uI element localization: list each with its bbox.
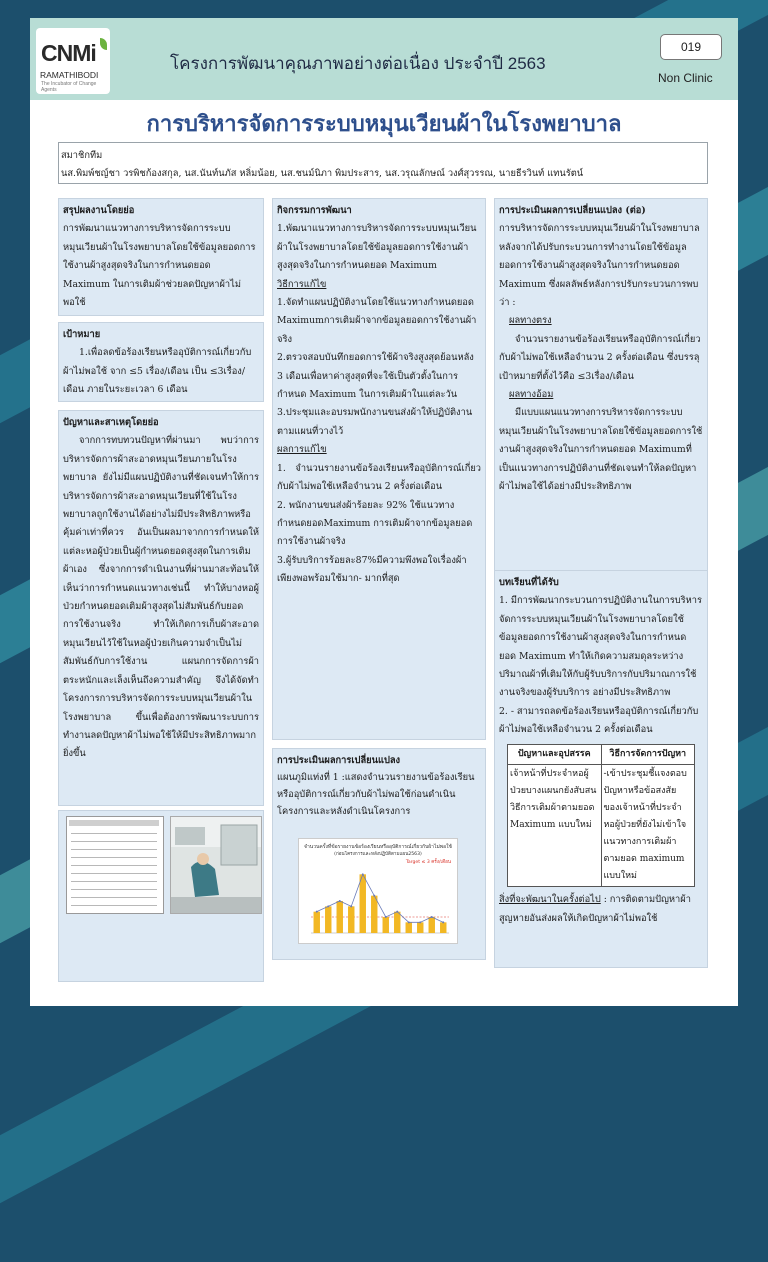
logo-text: CNMi <box>41 40 96 66</box>
chart-bar <box>325 906 331 933</box>
method-heading: วิธีการแก้ไข <box>277 278 327 290</box>
problem-box <box>58 410 264 806</box>
chart-svg <box>299 839 457 943</box>
activities-heading: กิจกรรมการพัฒนา <box>277 205 352 216</box>
table-cell: -เข้าประชุมชี้แจงตอบปัญหาหรือข้อสงสัยของเจ้าหน้าที่ประจำหอผู้ป่วยที่ยังไม่เข้าใจแนวทางการเติมผ้าตามยอด maximum แบบใหม่ <box>601 764 695 887</box>
summary-box <box>58 198 264 316</box>
trend-point <box>373 895 375 897</box>
chart-bar <box>429 917 435 933</box>
members-names: นส.พิมพ์ชญ์ชา วรพิชก้องสกุล, นส.นันท์นภัส หลิ่มน้อย, นส.ชนม์นิภา พิมประสาร, นส.วรุณลักษณ์ วงศ์สุวรรณ, นายธีรวินท์ แทนรัตน์ <box>61 168 584 179</box>
chart-bar <box>417 922 423 933</box>
chart-bars <box>311 873 449 933</box>
indirect-body: มีแบบแผนแนวทางการบริหารจัดการระบบหมุนเวียนผ้าในโรงพยาบาลโดยใช้ข้อมูลยอดการใช้งานผ้าสูงสุดจริงในการกำหนดยอด Maximumที่เป็นแนวทางการปฏิบัติงานที่ชัดเจนทำให้ลดปัญหาผ้าไม่พอใช้ได้อย่างมีประสิทธิภาพ <box>499 407 703 493</box>
lesson-item: 2. - สามารถลดข้อร้องเรียนหรืออุบัติการณ์เกี่ยวกับผ้าไม่พอใช้เหลือจำนวน 2 ครั้งต่อเดือน <box>499 705 699 736</box>
chart-bar <box>337 901 343 933</box>
result-item: 1. จำนวนรายงานข้อร้องเรียนหรืออุบัติการณ์เกี่ยวกับผ้าไม่พอใช้เหลือจำนวน 2 ครั้งต่อเดือน <box>277 462 481 493</box>
problems-table <box>507 744 695 888</box>
method-item: 1.จัดทำแผนปฏิบัติงานโดยใช้แนวทางกำหนดยอด Maximumการเติมผ้าจากข้อมูลยอดการใช้งานผ้าจริง <box>277 297 477 345</box>
poster <box>30 18 738 1006</box>
evaluation-heading: การประเมินผลการเปลี่ยนแปลง <box>277 755 401 766</box>
result-item: 2. พนักงานขนส่งผ้าร้อยละ 92% ใช้แนวทางกำหนดยอดMaximum การเติมผ้าจากข้อมูลยอดการใช้งานผ้าจริง <box>277 499 473 548</box>
trend-point <box>350 905 352 907</box>
chart-bar <box>383 917 389 933</box>
evaluation-cont-heading: การประเมินผลการเปลี่ยนแปลง (ต่อ) <box>499 205 646 216</box>
trend-point <box>327 905 329 907</box>
lessons-box <box>494 570 708 968</box>
indirect-heading: ผลทางอ้อม <box>509 389 554 401</box>
trend-point <box>316 911 318 913</box>
complaints-chart <box>298 838 458 944</box>
direct-heading: ผลทางตรง <box>509 315 552 327</box>
trend-point <box>396 911 398 913</box>
trend-point <box>385 916 387 918</box>
members-heading: สมาชิกทีม <box>61 150 103 161</box>
trend-point <box>339 900 341 902</box>
category-label: Non Clinic <box>658 71 713 85</box>
summary-heading: สรุปผลงานโดยย่อ <box>63 205 135 216</box>
trend-point <box>431 916 433 918</box>
result-item: 3.ผู้รับบริการร้อยละ87%มีความพึงพอใจเรื่องผ้าเพียงพอพร้อมใช้มาก- มากที่สุด <box>277 554 467 585</box>
record-sheet-image <box>66 816 164 914</box>
chart-bar <box>406 922 412 933</box>
trend-point <box>362 873 364 875</box>
members-box <box>58 142 708 184</box>
table-header: ปัญหาและอุปสรรค <box>508 744 602 764</box>
logo-subtext: RAMATHIBODI <box>40 70 99 80</box>
activities-box <box>272 198 486 740</box>
lessons-heading: บทเรียนที่ได้รับ <box>499 577 559 588</box>
lesson-item: 1. มีการพัฒนากระบวนการปฏิบัติงานในการบริหารจัดการระบบหมุนเวียนผ้าในโรงพยาบาลโดยใช้ข้อมูลยอดการใช้งานผ้าสูงสุดจริงในการกำหนดยอด Maximum ทำให้เกิดความสมดุลระหว่างปริมาณผ้าที่เติมให้กับผู้รับบริการกับปริมาณการใช้งานจริงของผู้รับบริการ อย่างมีประสิทธิภาพ <box>499 595 703 699</box>
table-header-row <box>508 744 695 764</box>
chart-title: จำนวนครั้งที่ข้อรายงานข้อร้องเรียนหรืออุบัติการณ์เกี่ยวกับผ้าไม่พอใช้ <box>304 844 452 850</box>
chart-bar <box>314 912 320 933</box>
chart-bar <box>360 874 366 933</box>
method-item: 3.ประชุมและอบรมพนักงานขนส่งผ้าให้ปฏิบัติงานตามแผนที่วางไว้ <box>277 407 473 437</box>
problem-body: จากการทบทวนปัญหาที่ผ่านมา พบว่าการบริหารจัดการผ้าสะอาดหมุนเวียนภายในโรงพยาบาล ยังไม่มีแผนปฏิบัติงานที่ชัดเจนทำให้การบริหารจัดการผ้าสะอาดหมุนเวียนที่ใช้ในโรงพยาบาลถูกใช้งานได้อย่างไม่มีประสิทธิภาพหรือคุ้มค่าเท่าที่ควร อันเป็นผลมาจากการกำหนดให้แต่ละหอผู้ป่วยเป็นผู้กำหนดยอดสูงสุดในการเติมผ้าเอง ซึ่งจากการดำเนินงานที่ผ่านมาสะท้อนให้เห็นว่าการกำหนดแนวทางเช่นนี้ ทำให้บางหอผู้ป่วยกำหนดยอดเติมผ้าสูงสุดไม่สัมพันธ์กับยอดการใช้งานจริง ทำให้เกิดการเก็บผ้าสะอาดหมุนเวียนไว้ใช้ในหอผู้ป่วยเกินความจำเป็นไม่สัมพันธ์กับการใช้งาน แผนกการจัดการผ้าตระหนักและเล็งเห็นถึงความสำคัญ จึงได้จัดทำ โครงการการบริหารจัดการระบบหมุนเวียนผ้าในโรงพยาบาล ขึ้นเพื่อต้องการพัฒนาระบบการทำงานลดปัญหาผ้าไม่พอใช้ให้มีประสิทธิภาพมากยิ่งขึ้น <box>63 435 259 760</box>
goal-box <box>58 322 264 402</box>
poster-code: 019 <box>660 34 722 60</box>
header-bar <box>30 18 738 100</box>
table-cell: เจ้าหน้าที่ประจำหอผู้ป่วยบางแผนกยังสับสนวิธีการเติมผ้าตามยอด Maximum แบบใหม่ <box>508 764 602 887</box>
evaluation-cont-box <box>494 198 708 582</box>
chart-bar <box>394 912 400 933</box>
activities-intro: 1.พัฒนาแนวทางการบริหารจัดการระบบหมุนเวียนผ้าในโรงพยาบาลโดยใช้ข้อมูลยอดการใช้งานผ้าสูงสุดจริงในการกำหนดยอด Maximum <box>277 223 477 272</box>
chart-bar <box>371 896 377 933</box>
next-label: สิ่งที่จะพัฒนาในครั้งต่อไป <box>499 894 601 906</box>
leaf-icon <box>100 38 107 50</box>
project-title: โครงการพัฒนาคุณภาพอย่างต่อเนื่อง ประจำปี 2563 <box>170 54 546 73</box>
table-header: วิธีการจัดการปัญหา <box>601 744 695 764</box>
evaluation-cont-intro: การบริหารจัดการระบบหมุนเวียนผ้าในโรงพยาบาลหลังจากได้ปรับกระบวนการทำงานโดยใช้ข้อมูลยอดการใช้งานผ้าสูงสุดจริงในการกำหนดยอด Maximum ซึ่งผลลัพธ์หลังการปรับกระบวนการพบว่า : <box>499 223 700 309</box>
trend-point <box>442 921 444 923</box>
goal-heading: เป้าหมาย <box>63 329 101 340</box>
linen-room-photo <box>170 816 262 914</box>
goal-body: 1.เพื่อลดข้อร้องเรียนหรืออุบัติการณ์เกี่ยวกับผ้าไม่พอใช้ จาก ≤5 เรื่อง/เดือน เป็น ≤3เรื่อง/เดือน ภายในระยะเวลา 6 เดือน <box>63 347 252 396</box>
trend-line <box>317 874 444 922</box>
trend-point <box>408 921 410 923</box>
direct-body: จำนวนรายงานข้อร้องเรียนหรืออุบัติการณ์เกี่ยวกับผ้าไม่พอใช้เหลือจำนวน 2 ครั้งต่อเดือน ซึ่งบรรลุเป้าหมายที่ตั้งไว้คือ ≤3เรื่อง/เดือน <box>499 333 701 382</box>
method-item: 2.ตรวจสอบบันทึกยอดการใช้ผ้าจริงสูงสุดย้อนหลัง 3 เดือนเพื่อหาค่าสูงสุดที่จะใช้เป็นตัวตั้งในการกำหนด Maximum ในการเติมผ้าในแต่ละวัน <box>277 352 474 401</box>
summary-body: การพัฒนาแนวทางการบริหารจัดการระบบหมุนเวียนผ้าในโรงพยาบาลโดยใช้ข้อมูลยอดการใช้งานผ้าสูงสุดจริงในการกำหนดยอด Maximum ในการเติมผ้าช่วยลดปัญหาผ้าไม่พอใช้ <box>63 223 256 309</box>
chart-subtitle: (ก่อนโครงการและหลังปฏิบัติตามแผน2563) <box>334 852 422 857</box>
chart-bar <box>440 922 446 933</box>
logo-tagline: The Incubator of Change Agents <box>41 81 97 93</box>
result-heading: ผลการแก้ไข <box>277 444 327 456</box>
table-row <box>508 764 695 887</box>
next-body: : การติดตามปัญหาผ้าสูญหายอันส่งผลให้เกิดปัญหาผ้าไม่พอใช้ <box>499 894 691 924</box>
page-title: การบริหารจัดการระบบหมุนเวียนผ้าในโรงพยาบาล <box>146 112 622 137</box>
trend-point <box>419 921 421 923</box>
problem-heading: ปัญหาและสาเหตุโดยย่อ <box>63 417 159 428</box>
target-label: Target ≤ 3 ครั้ง/เดือน <box>405 860 451 865</box>
cnmi-logo <box>36 28 110 94</box>
evaluation-body: แผนภูมิแท่งที่ 1 :แสดงจำนวนรายงานข้อร้องเรียนหรืออุบัติการณ์เกี่ยวกับผ้าไม่พอใช้ก่อนดำเนินโครงการและหลังดำเนินโครงการ <box>277 772 475 817</box>
chart-bar <box>348 906 354 933</box>
next-development <box>499 891 703 928</box>
